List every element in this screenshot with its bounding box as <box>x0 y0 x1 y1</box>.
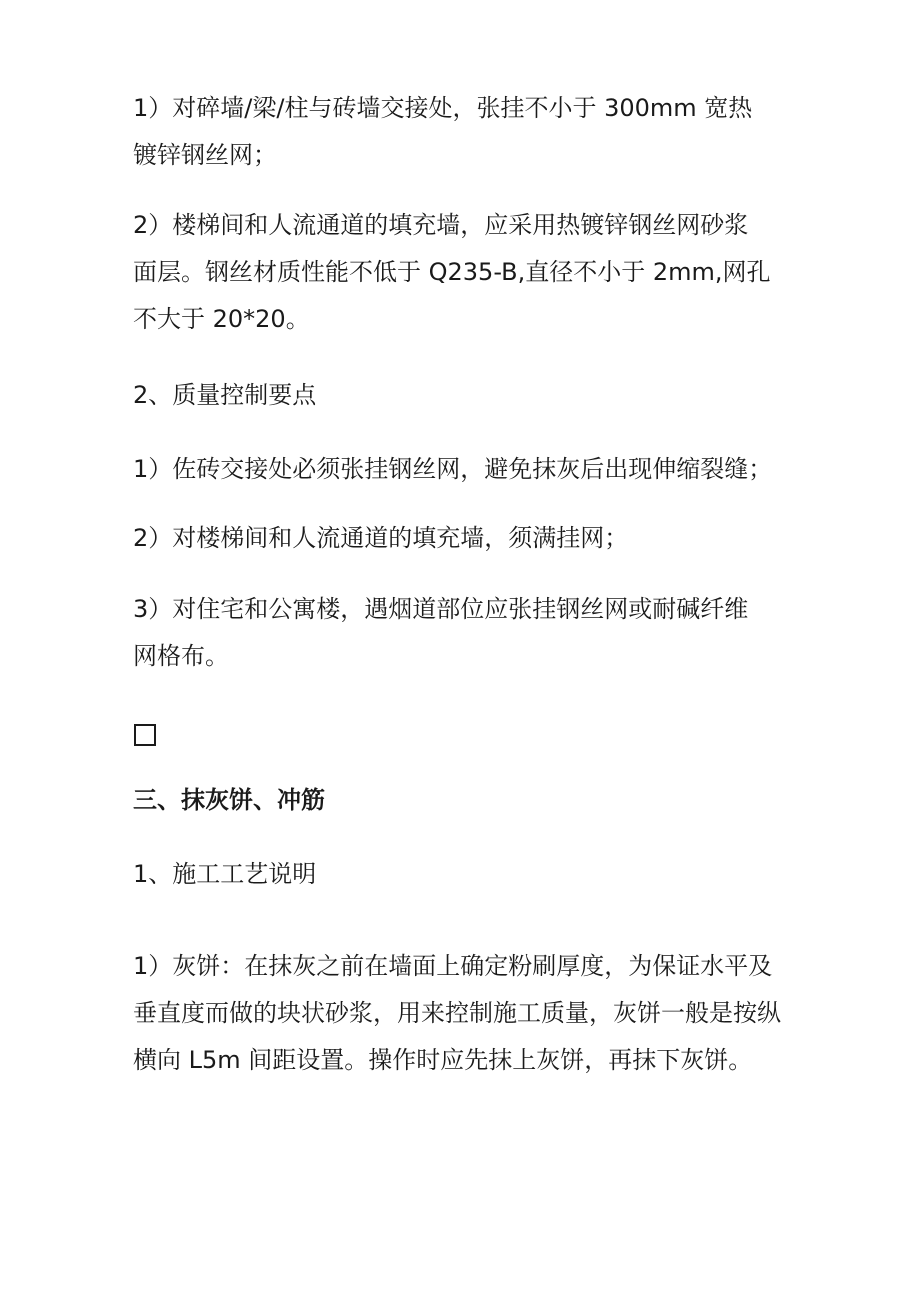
paragraph-line: 3）对住宅和公寓楼，遇烟道部位应张挂钢丝网或耐碱纤维 <box>133 595 749 623</box>
paragraph-5 <box>133 586 793 680</box>
paragraph-line: 三、抹灰饼、冲筋 <box>133 786 325 814</box>
paragraph-line: 2）楼梯间和人流通道的填充墙，应采用热镀锌钢丝网砂浆 <box>133 211 749 239</box>
paragraph-line: 1）佐砖交接处必须张挂钢丝网，避免抹灰后出现伸缩裂缝； <box>133 455 773 483</box>
paragraph-4 <box>133 515 793 562</box>
paragraph-line: 1、施工工艺说明 <box>133 860 317 888</box>
paragraph-line: 1）灰饼：在抹灰之前在墙面上确定粉刷厚度，为保证水平及 <box>133 952 773 980</box>
paragraph-line: 不大于 20*20。 <box>133 305 310 333</box>
paragraph-2 <box>133 202 793 343</box>
empty-box-icon <box>134 724 156 746</box>
paragraph-line: 镀锌钢丝网； <box>133 141 277 169</box>
section-heading-process <box>133 851 793 898</box>
paragraph-line: 1）对碎墙/梁/柱与砖墙交接处，张挂不小于 300mm 宽热 <box>133 94 753 122</box>
paragraph-3 <box>133 446 793 493</box>
paragraph-line: 网格布。 <box>133 642 229 670</box>
paragraph-line: 2）对楼梯间和人流通道的填充墙，须满挂网； <box>133 524 629 552</box>
paragraph-line: 2、质量控制要点 <box>133 381 317 409</box>
chapter-heading <box>133 777 793 824</box>
paragraph-line: 横向 L5m 间距设置。操作时应先抹上灰饼，再抹下灰饼。 <box>133 1046 753 1074</box>
paragraph-6 <box>133 943 793 1084</box>
paragraph-line: 垂直度而做的块状砂浆，用来控制施工质量，灰饼一般是按纵 <box>133 999 781 1027</box>
section-heading-quality-control <box>133 372 793 419</box>
paragraph-line: 面层。钢丝材质性能不低于 Q235-B,直径不小于 2mm,网孔 <box>133 258 771 286</box>
paragraph-1 <box>133 85 793 179</box>
